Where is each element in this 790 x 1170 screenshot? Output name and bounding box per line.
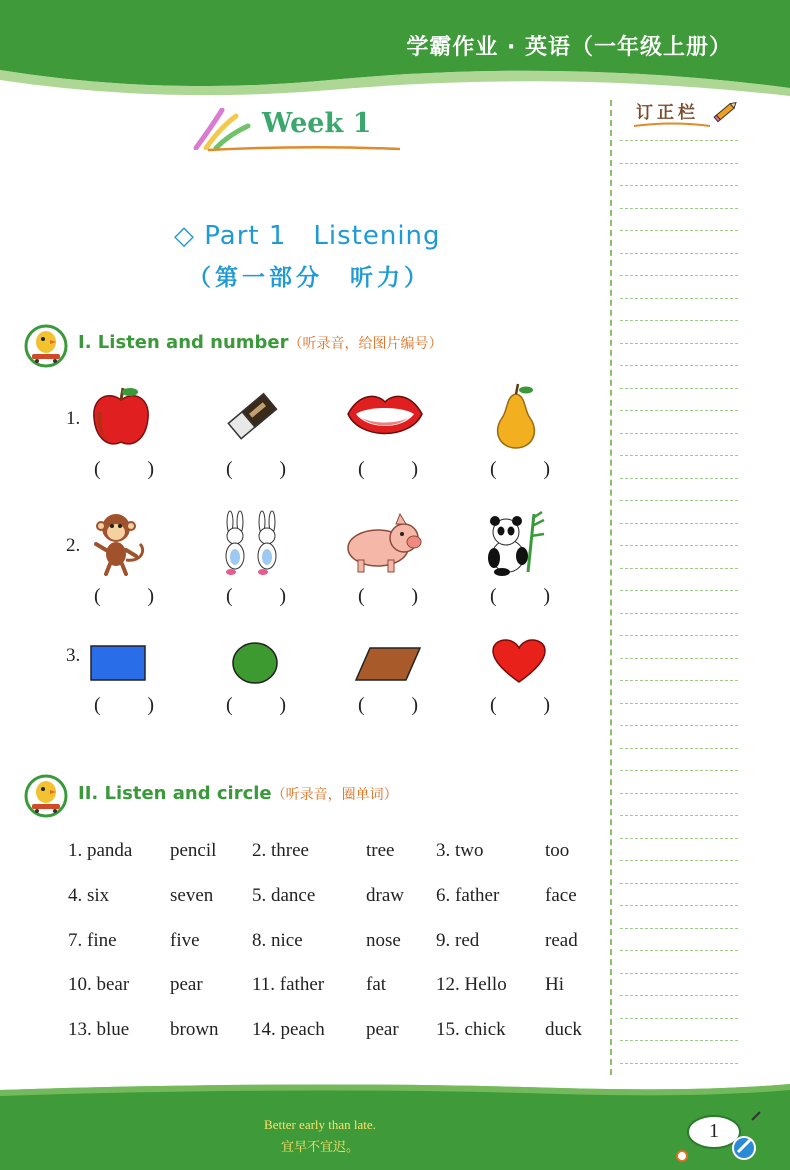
correction-underline (632, 120, 712, 130)
paren-close: ) (147, 458, 154, 480)
eraser-icon (222, 386, 284, 448)
page-number: 1 (709, 1120, 719, 1142)
correction-line (620, 298, 738, 299)
correction-line (620, 1040, 738, 1041)
word-option-second[interactable]: brown (170, 1019, 219, 1040)
correction-line (620, 433, 738, 434)
pig-icon (344, 512, 426, 574)
section1-note: （听录音，给图片编号） (288, 336, 443, 352)
section2-note: （听录音，圈单词） (271, 787, 398, 803)
word-option-first[interactable]: 4. six (68, 885, 110, 906)
monkey-icon (92, 510, 150, 576)
part-title: ◇ Part 1 Listening (174, 221, 441, 251)
correction-line (620, 658, 738, 659)
word-option-second[interactable]: too (545, 840, 570, 861)
paren-close: ) (543, 458, 550, 480)
correction-line (620, 455, 738, 456)
red-heart-shape (490, 638, 548, 686)
correction-line (620, 680, 738, 681)
correction-line (620, 523, 738, 524)
pencil-icon (712, 98, 740, 124)
footer-proverb-english: Better early than late. (264, 1117, 376, 1132)
correction-line (620, 365, 738, 366)
word-option-first[interactable]: 8. nice (252, 930, 303, 951)
paren-open: ( (490, 458, 497, 480)
paren-close: ) (543, 585, 550, 607)
word-option-first[interactable]: 6. father (436, 885, 500, 906)
paren-open: ( (94, 458, 101, 480)
correction-line (620, 793, 738, 794)
paren-close: ) (411, 585, 418, 607)
paren-close: ) (147, 585, 154, 607)
answer-blank-mouth[interactable] (358, 458, 418, 481)
paren-open: ( (94, 694, 101, 716)
mouth-icon (344, 386, 426, 448)
correction-line (620, 343, 738, 344)
paren-close: ) (279, 694, 286, 716)
rabbits-icon (218, 510, 286, 576)
correction-line (620, 140, 738, 141)
correction-line (620, 703, 738, 704)
correction-line (620, 905, 738, 906)
word-option-second[interactable]: tree (366, 840, 395, 861)
correction-line (620, 973, 738, 974)
correction-line (620, 748, 738, 749)
mascot-chick-icon (22, 770, 72, 820)
word-option-first[interactable]: 13. blue (68, 1019, 130, 1040)
paren-open: ( (226, 694, 233, 716)
paren-open: ( (490, 585, 497, 607)
mascot-chick-icon (22, 320, 72, 370)
answer-blank-monkey[interactable] (94, 585, 154, 608)
answer-blank-panda[interactable] (490, 585, 550, 608)
answer-blank-pear[interactable] (490, 458, 550, 481)
correction-line (620, 725, 738, 726)
blue-rectangle-shape (88, 643, 148, 683)
paren-open: ( (94, 585, 101, 607)
row-number: 1. (66, 408, 81, 429)
word-option-second[interactable]: nose (366, 930, 401, 951)
word-option-second[interactable]: seven (170, 885, 214, 906)
apple-icon (88, 384, 154, 450)
correction-line (620, 568, 738, 569)
panda-icon (484, 510, 548, 576)
week-title: Week 1 (262, 108, 372, 139)
paren-close: ) (411, 694, 418, 716)
correction-line (620, 635, 738, 636)
word-option-second[interactable]: pencil (170, 840, 217, 861)
word-option-first[interactable]: 15. chick (436, 1019, 506, 1040)
word-option-first[interactable]: 9. red (436, 930, 480, 951)
word-option-second[interactable]: fat (366, 974, 387, 995)
correction-line (620, 590, 738, 591)
correction-line (620, 613, 738, 614)
word-option-second[interactable]: five (170, 930, 200, 951)
correction-line (620, 950, 738, 951)
row-number: 2. (66, 535, 81, 556)
correction-separator (610, 100, 612, 1075)
paren-close: ) (147, 694, 154, 716)
correction-line (620, 860, 738, 861)
correction-line (620, 1063, 738, 1064)
paren-close: ) (543, 694, 550, 716)
answer-blank-eraser[interactable] (226, 458, 286, 481)
correction-line (620, 928, 738, 929)
week-underline (206, 144, 402, 154)
word-option-second[interactable]: duck (545, 1019, 582, 1040)
correction-line (620, 478, 738, 479)
section1-heading (78, 332, 443, 353)
answer-blank-green-circle[interactable] (226, 694, 286, 717)
word-option-second[interactable]: draw (366, 885, 404, 906)
paren-open: ( (226, 585, 233, 607)
section2-heading (78, 783, 398, 804)
answer-blank-rabbits[interactable] (226, 585, 286, 608)
answer-blank-red-heart[interactable] (490, 694, 550, 717)
correction-line (620, 388, 738, 389)
paren-open: ( (358, 585, 365, 607)
word-option-first[interactable]: 10. bear (68, 974, 130, 995)
correction-line (620, 995, 738, 996)
section1-title: I. Listen and number (78, 332, 289, 353)
word-option-first[interactable]: 1. panda (68, 840, 133, 861)
correction-line (620, 185, 738, 186)
word-option-second[interactable]: Hi (545, 974, 564, 995)
correction-line (620, 770, 738, 771)
brown-parallelogram-shape (352, 644, 424, 684)
word-option-second[interactable]: read (545, 930, 578, 951)
correction-line (620, 545, 738, 546)
paren-open: ( (358, 458, 365, 480)
paren-open: ( (226, 458, 233, 480)
word-option-first[interactable]: 11. father (252, 974, 325, 995)
correction-line (620, 410, 738, 411)
header-title: 学霸作业 · 英语（一年级上册） (406, 35, 732, 60)
correction-line (620, 320, 738, 321)
answer-blank-brown-parallelogram[interactable] (358, 694, 418, 717)
answer-blank-blue-rectangle[interactable] (94, 694, 154, 717)
correction-line (620, 163, 738, 164)
word-option-second[interactable]: face (545, 885, 577, 906)
word-option-first[interactable]: 5. dance (252, 885, 316, 906)
word-option-second[interactable]: pear (366, 1019, 399, 1040)
paren-open: ( (490, 694, 497, 716)
correction-line (620, 1018, 738, 1019)
correction-line (620, 208, 738, 209)
answer-blank-apple[interactable] (94, 458, 154, 481)
word-option-second[interactable]: pear (170, 974, 203, 995)
row-number: 3. (66, 645, 81, 666)
correction-line (620, 253, 738, 254)
answer-blank-pig[interactable] (358, 585, 418, 608)
paren-close: ) (279, 458, 286, 480)
paren-open: ( (358, 694, 365, 716)
green-circle-shape (230, 640, 280, 686)
word-option-first[interactable]: 2. three (252, 840, 309, 861)
section2-title: II. Listen and circle (78, 783, 272, 804)
paren-close: ) (411, 458, 418, 480)
correction-line (620, 500, 738, 501)
word-option-first[interactable]: 14. peach (252, 1019, 325, 1040)
correction-line (620, 230, 738, 231)
word-option-first[interactable]: 7. fine (68, 930, 117, 951)
correction-line (620, 275, 738, 276)
correction-line (620, 838, 738, 839)
word-option-first[interactable]: 12. Hello (436, 974, 507, 995)
pear-icon (488, 382, 544, 450)
correction-title: 订正栏 (636, 103, 699, 123)
paren-close: ) (279, 585, 286, 607)
correction-line (620, 815, 738, 816)
word-option-first[interactable]: 3. two (436, 840, 484, 861)
footer-proverb-chinese: 宜早不宜迟。 (280, 1139, 359, 1154)
correction-line (620, 883, 738, 884)
part-subtitle: （第一部分 听力） (188, 265, 431, 291)
